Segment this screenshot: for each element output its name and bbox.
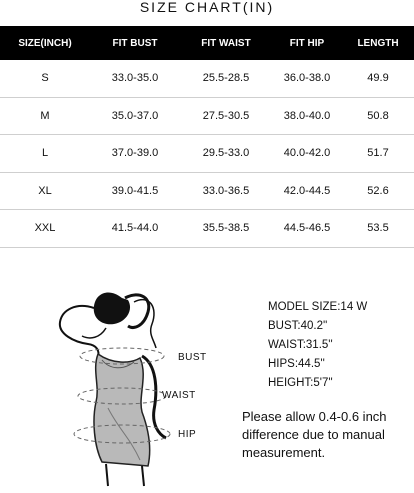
cell-hip: 44.5-46.5	[283, 222, 331, 235]
header-waist: FIT WAIST	[201, 37, 251, 49]
chart-title: SIZE CHART(IN)	[139, 0, 275, 15]
model-size: MODEL SIZE:14 W	[268, 301, 368, 313]
cell-hip: 36.0-38.0	[283, 72, 331, 85]
dress-figure-icon	[30, 278, 260, 488]
cell-bust: 41.5-44.0	[111, 222, 159, 235]
header-bust: FIT BUST	[112, 37, 158, 49]
table-header	[0, 26, 414, 60]
cell-waist: 33.0-36.5	[202, 184, 250, 197]
table-row	[0, 135, 414, 173]
cell-waist: 27.5-30.5	[202, 109, 250, 122]
cell-waist: 25.5-28.5	[202, 72, 250, 85]
cell-size: M	[40, 109, 50, 122]
header-hip: FIT HIP	[289, 37, 325, 49]
bust-label: BUST	[178, 352, 207, 363]
cell-bust: 35.0-37.0	[111, 109, 159, 122]
cell-size: XL	[38, 184, 52, 197]
model-height: HEIGHT:5'7''	[268, 377, 333, 389]
cell-length: 53.5	[367, 222, 389, 235]
header-length: LENGTH	[357, 37, 399, 49]
header-size: SIZE(INCH)	[18, 37, 72, 49]
cell-length: 51.7	[367, 147, 389, 160]
model-hips: HIPS:44.5''	[268, 358, 325, 370]
cell-bust: 37.0-39.0	[111, 147, 159, 160]
hip-label: HIP	[178, 429, 197, 440]
model-info	[268, 298, 367, 393]
model-bust: BUST:40.2''	[268, 320, 328, 332]
figure-illustration	[30, 278, 260, 488]
cell-hip: 42.0-44.5	[283, 184, 331, 197]
table-row	[0, 210, 414, 248]
model-waist: WAIST:31.5''	[268, 339, 333, 351]
cell-waist: 29.5-33.0	[202, 147, 250, 160]
cell-bust: 39.0-41.5	[111, 184, 159, 197]
cell-size: XXL	[34, 222, 56, 235]
cell-hip: 38.0-40.0	[283, 109, 331, 122]
cell-length: 49.9	[367, 72, 389, 85]
table-row	[0, 173, 414, 211]
cell-length: 50.8	[367, 109, 389, 122]
measurement-note: Please allow 0.4-0.6 inch difference due to manual measurement.	[242, 409, 387, 460]
table-row	[0, 60, 414, 98]
size-table	[0, 26, 414, 248]
table-row	[0, 98, 414, 136]
cell-size: S	[41, 72, 49, 85]
cell-hip: 40.0-42.0	[283, 147, 331, 160]
cell-bust: 33.0-35.0	[111, 72, 159, 85]
cell-waist: 35.5-38.5	[202, 222, 250, 235]
waist-label: WAIST	[162, 390, 196, 401]
cell-size: L	[41, 147, 49, 160]
cell-length: 52.6	[367, 184, 389, 197]
